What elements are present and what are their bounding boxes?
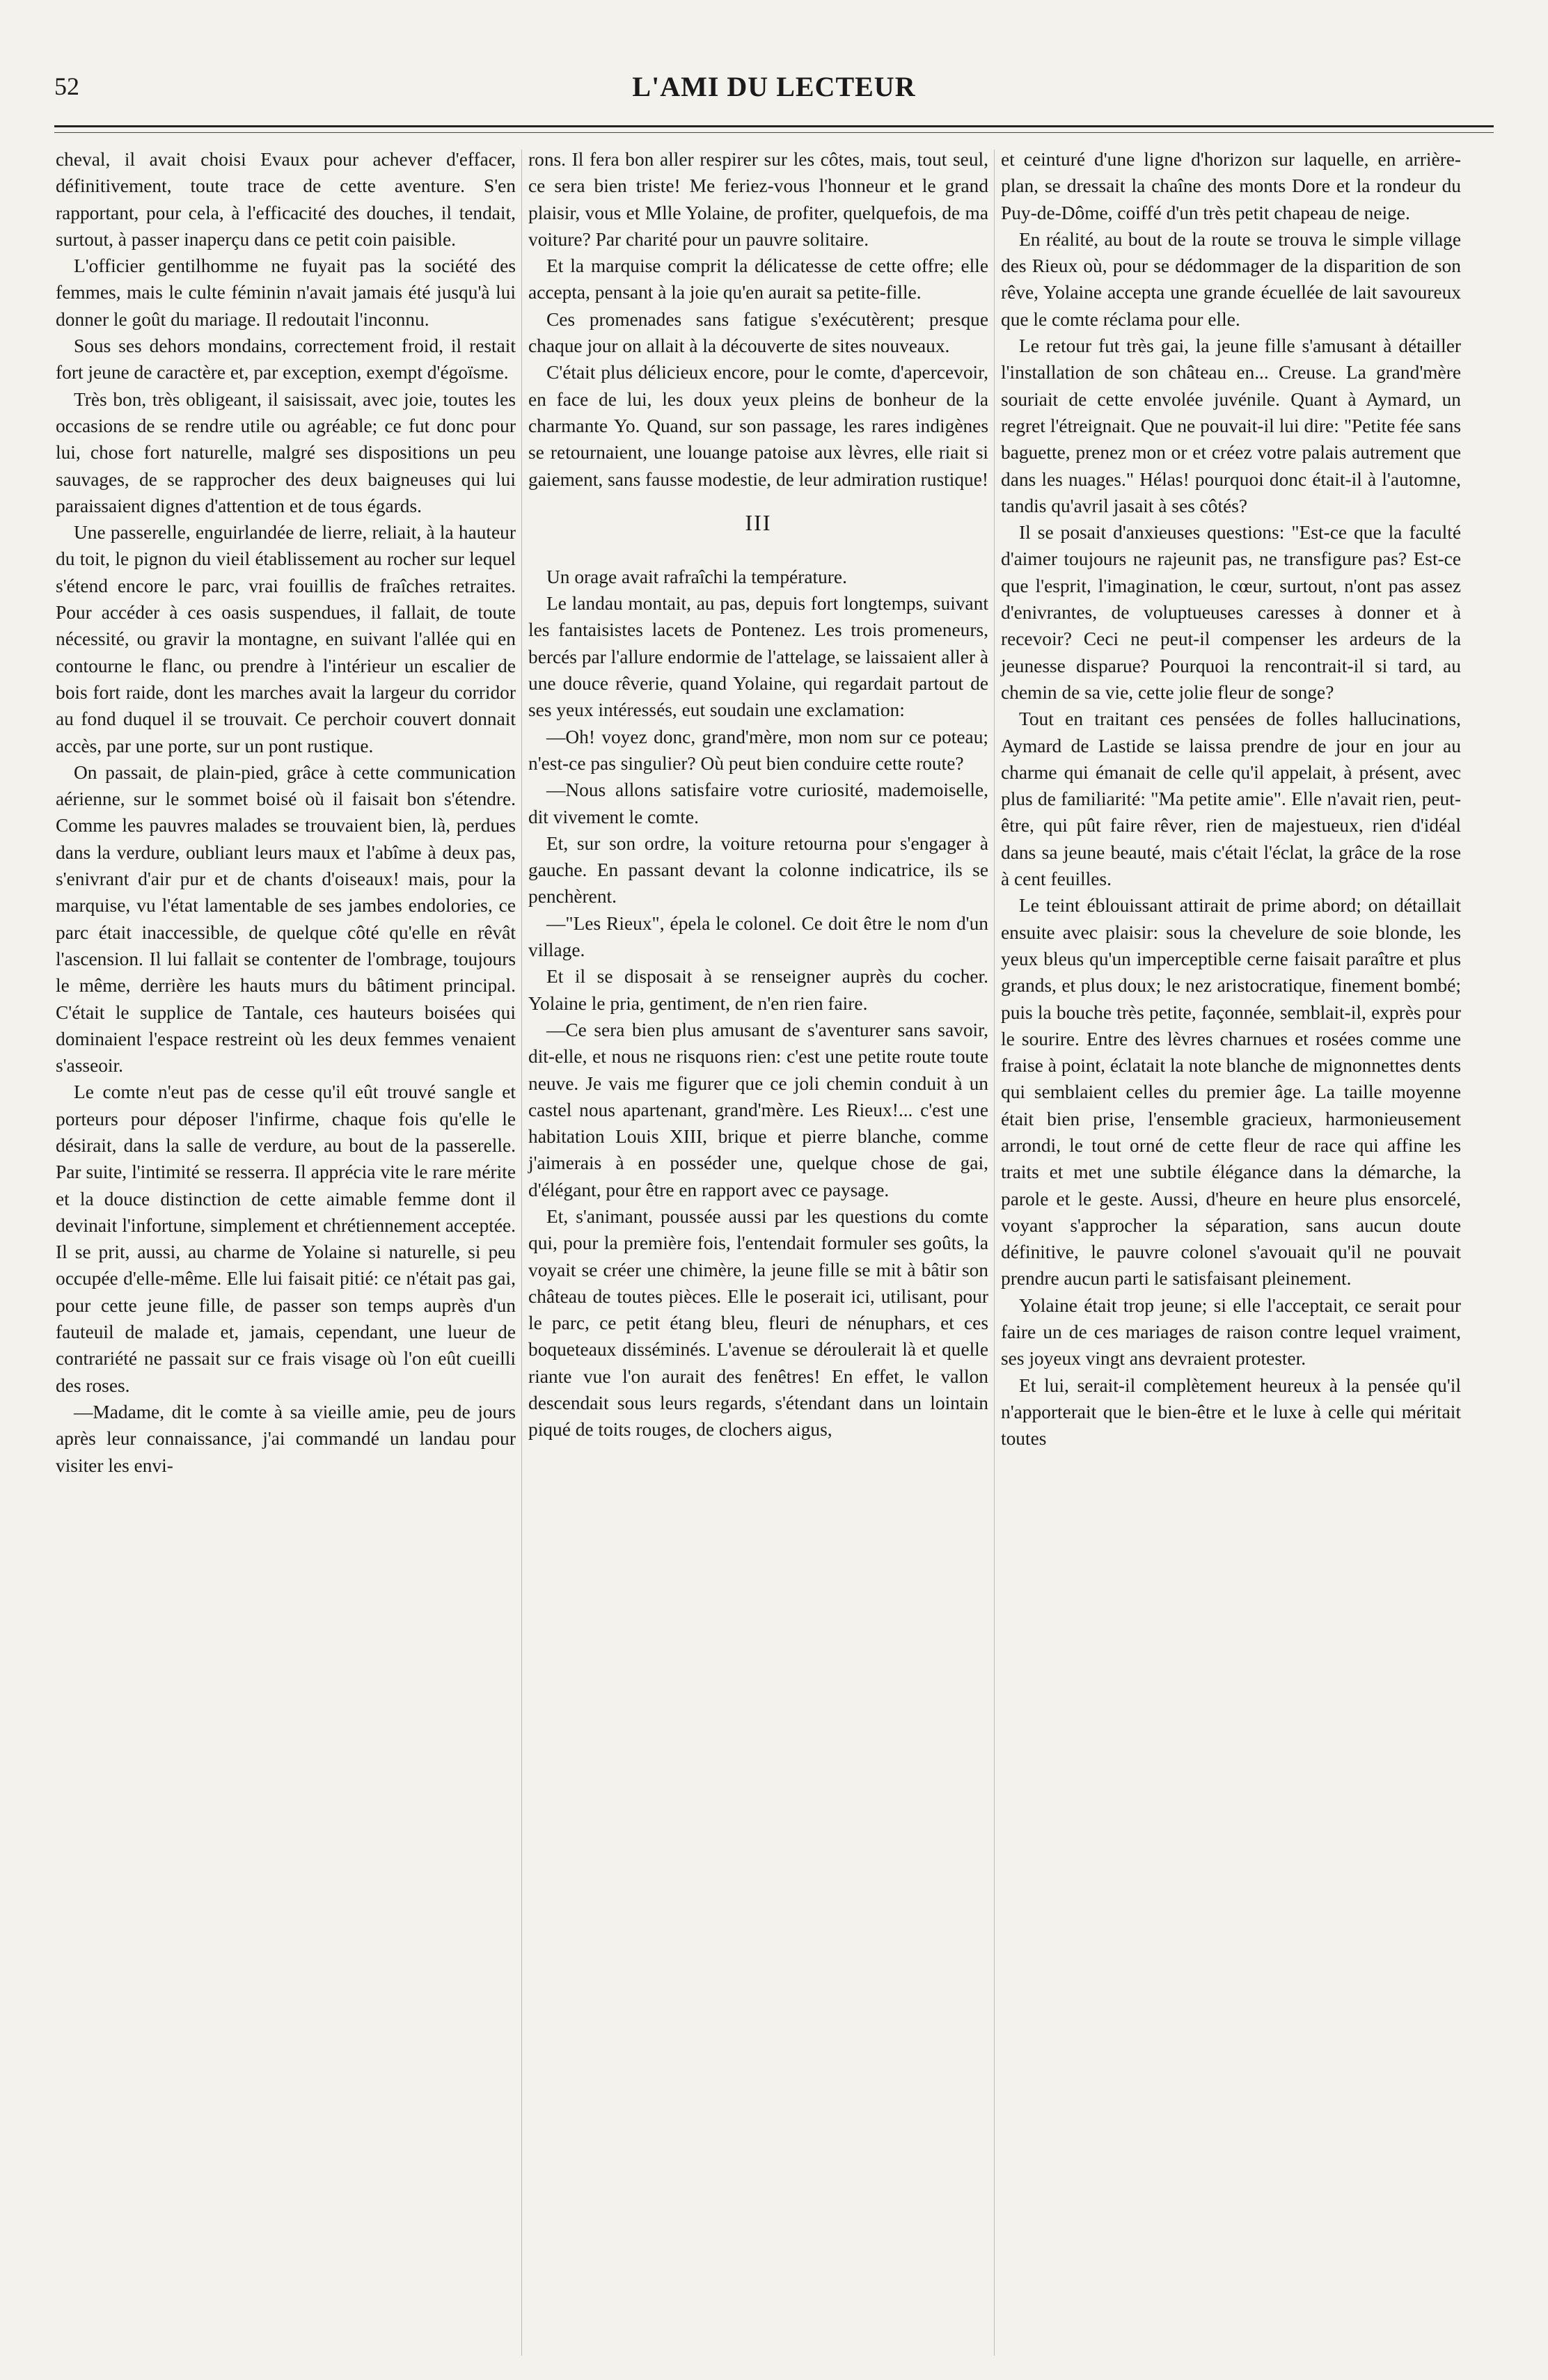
paragraph: En réalité, au bout de la route se trouva le simple village des Rieux où, pour se dédommager de la disparition de son rêve, Yolaine accepta une grande écuellée de lait savoureux que le comte réclama pour elle.	[1001, 228, 1461, 330]
paragraph: On passait, de plain-pied, grâce à cette communication aérienne, sur le sommet boisé où il faisait bon s'étendre. Comme les pauvres malades se trouvaient bien, là, perdues dans la verdure, oubliant leurs maux et l'abîme à deux pas, s'enivrant d'air pur et de chants d'oiseaux! mais, pour la marquise, vu l'état lamentable de ses jambes endolories, ce parc était inaccessible, de quelque côté qu'elle en rêvât l'ascension. Il lui fallait se contenter de l'ombrage, toujours le même, derrière les hauts murs du bâtiment principal. C'était le supplice de Tantale, ces hauteurs boisées qui dominaient l'espace restreint où les deux femmes venaient s'asseoir.	[56, 761, 516, 1077]
column-divider-1	[521, 150, 522, 2356]
text-column-1	[56, 146, 516, 1479]
header-rule-thin	[54, 132, 1494, 133]
paragraph: Et lui, serait-il complètement heureux à la pensée qu'il n'apporterait que le bien-être et le luxe à celle qui méritait toutes	[1001, 1374, 1461, 1450]
paragraph: C'était plus délicieux encore, pour le comte, d'apercevoir, en face de lui, les doux yeux pleins de bonheur de la charmante Yo. Quand, sur son passage, les rares indigènes se retournaient, une louange patoise aux lèvres, elle riait si gaiement, sans fausse modestie, de leur admiration rustique!	[528, 362, 988, 490]
paragraph: —Oh! voyez donc, grand'mère, mon nom sur ce poteau; n'est-ce pas singulier? Où peut bien conduire cette route?	[528, 726, 988, 774]
paragraph: Et la marquise comprit la délicatesse de cette offre; elle accepta, pensant à la joie qu'en aurait sa petite-fille.	[528, 255, 988, 303]
text-column-3	[1001, 146, 1461, 1452]
paragraph: Le teint éblouissant attirait de prime abord; on détaillait ensuite avec plaisir: sous la chevelure de soie blonde, les yeux bleus qu'un imperceptible cerne faisait paraître et plus grands, et plus doux; le nez aristocratique, finement bombé; puis la bouche très petite, façonnée, semblait-il, exprès pour le sourire. Entre des lèvres charnues et rosées comme une fraise à point, éclatait la note blanche de mignonnettes dents qui semblaient celles du premier âge. La taille moyenne était bien prise, l'ensemble gracieux, harmonieusement arrondi, le tout orné de cette fleur de race qui affine les traits et met une subtile élégance dans la démarche, la parole et le geste. Aussi, d'heure en heure plus ensorcelé, voyant s'approcher la séparation, sans aucun doute définitive, le pauvre colonel s'avouait qu'il ne pouvait prendre aucun parti le satisfaisant pleinement.	[1001, 895, 1461, 1290]
paragraph: Il se posait d'anxieuses questions: "Est-ce que la faculté d'aimer toujours ne rajeunit pas, ne transfigure pas? Est-ce que l'esprit, l'imagination, le cœur, surtout, n'ont pas assez d'enivrantes, de voluptueuses caresses à donner et à recevoir? Ceci ne peut-il compenser les ardeurs de la jeunesse disparue? Pourquoi la rencontrait-il si tard, au chemin de sa vie, cette jolie fleur de songe?	[1001, 522, 1461, 703]
paragraph: Et il se disposait à se renseigner auprès du cocher. Yolaine le pria, gentiment, de n'en rien faire.	[528, 966, 988, 1014]
paragraph: Et, s'animant, poussée aussi par les questions du comte qui, pour la première fois, l'entendait formuler ses goûts, la voyait se créer une chimère, la jeune fille se mit à bâtir son château de toutes pièces. Elle le poserait ici, utilisant, pour le parc, ce petit étang bleu, fleuri de nénuphars, et ces boqueteaux disséminés. L'avenue se déroulerait là et quelle riante vue l'on aurait des fenêtres! En effet, le vallon descendait sous leurs regards, s'étendant dans un lointain piqué de toits rouges, de clochers aigus,	[528, 1205, 988, 1441]
column-divider-2	[994, 150, 995, 2356]
paragraph: Tout en traitant ces pensées de folles hallucinations, Aymard de Lastide se laissa prendre de jour en jour au charme qui émanait de celle qu'il appelait, à présent, avec plus de familiarité: "Ma petite amie". Elle n'avait rien, peut-être, qui pût faire rêver, rien de majestueux, rien d'idéal dans sa jeune beauté, mais c'était l'éclat, la grâce de la rose à cent feuilles.	[1001, 708, 1461, 890]
paragraph: rons. Il fera bon aller respirer sur les côtes, mais, tout seul, ce sera bien triste! Me feriez-vous l'honneur et le grand plaisir, vous et Mlle Yolaine, de profiter, quelquefois, de ma voiture? Par charité pour un pauvre solitaire.	[528, 149, 988, 250]
paragraph: L'officier gentilhomme ne fuyait pas la société des femmes, mais le culte féminin n'avait jamais été jusqu'à lui donner le goût du mariage. Il redoutait l'inconnu.	[56, 255, 516, 330]
header-rule-thick	[54, 125, 1494, 127]
page-number: 52	[54, 72, 79, 100]
paragraph: Le landau montait, au pas, depuis fort longtemps, suivant les fantaisistes lacets de Pontenez. Les trois promeneurs, bercés par l'allure endormie de l'attelage, se laissaient aller à une douce rêverie, quand Yolaine, qui regardait partout de ses yeux intéressés, eut soudain une exclamation:	[528, 593, 988, 721]
paragraph: Sous ses dehors mondains, correctement froid, il restait fort jeune de caractère et, par exception, exempt d'égoïsme.	[56, 335, 516, 383]
paragraph: Ces promenades sans fatigue s'exécutèrent; presque chaque jour on allait à la découverte de sites nouveaux.	[528, 308, 988, 357]
text-column-2	[528, 146, 988, 1443]
paragraph: Le retour fut très gai, la jeune fille s'amusant à détailler l'installation de son château en... Creuse. La grand'mère souriait de cette envolée juvénile. Quant à Aymard, un regret l'étreignait. Que ne pouvait-il lui dire: "Petite fée sans baguette, prenez mon or et créez votre palais autrement que dans les nuages." Hélas! pourquoi donc était-il à l'automne, tandis qu'avril jasait à ses côtés?	[1001, 335, 1461, 516]
paragraph: —Madame, dit le comte à sa vieille amie, peu de jours après leur connaissance, j'ai commandé un landau pour visiter les envi-	[56, 1401, 516, 1476]
running-title: L'AMI DU LECTEUR	[632, 71, 916, 102]
paragraph: Une passerelle, enguirlandée de lierre, reliait, à la hauteur du toit, le pignon du vieil établissement au rocher sur lequel s'étend encore le parc, vrai fouillis de fraîches retraites. Pour accéder à ces oasis suspendues, il fallait, de toute nécessité, ou gravir la montagne, en suivant l'allée qui en contourne le flanc, ou prendre à l'intérieur un escalier de bois fort raide, dont les marches avait la largeur du corridor au fond duquel il se trouvait. Ce perchoir couvert donnait accès, par une porte, sur un pont rustique.	[56, 522, 516, 756]
paragraph: Un orage avait rafraîchi la température.	[546, 566, 847, 587]
paragraph: —Nous allons satisfaire votre curiosité, mademoiselle, dit vivement le comte.	[528, 779, 988, 827]
paragraph: —Ce sera bien plus amusant de s'aventurer sans savoir, dit-elle, et nous ne risquons rien: c'est une petite route toute neuve. Je vais me figurer que ce joli chemin conduit à un castel nous apartenant, grand'mère. Les Rieux!... c'est une habitation Louis XIII, brique et pierre blanche, comme j'aimerais à en posséder une, quelque chose de gai, d'élégant, pour être en rapport avec ce paysage.	[528, 1019, 988, 1200]
paragraph: Très bon, très obligeant, il saisissait, avec joie, toutes les occasions de se rendre utile ou agréable; ce fut donc pour lui, chose fort naturelle, malgré ses dispositions un peu sauvages, de se rapprocher des deux baigneuses qui lui paraissaient dignes d'attention et de tous égards.	[56, 388, 516, 516]
paragraph: cheval, il avait choisi Evaux pour achever d'effacer, définitivement, toute trace de cette aventure. S'en rapportant, pour cela, à l'efficacité des douches, il tendait, surtout, à passer inaperçu dans ce petit coin paisible.	[56, 149, 516, 250]
paragraph: Et, sur son ordre, la voiture retourna pour s'engager à gauche. En passant devant la colonne indicatrice, ils se penchèrent.	[528, 832, 988, 907]
paragraph: —"Les Rieux", épela le colonel. Ce doit être le nom d'un village.	[528, 912, 988, 961]
chapter-heading: III	[745, 509, 772, 535]
paragraph: Le comte n'eut pas de cesse qu'il eût trouvé sangle et porteurs pour déposer l'infirme, chaque fois qu'elle le désirait, dans la salle de verdure, au bout de la passerelle. Par suite, l'intimité se resserra. Il apprécia vite le rare mérite et la douce distinction de cette aimable femme dont il devinait l'infortune, simplement et chrétiennement acceptée. Il se prit, aussi, au charme de Yolaine si naturelle, si peu occupée d'elle-même. Elle lui faisait pitié: ce n'était pas gai, pour cette jeune fille, de passer son temps auprès d'un fauteuil de malade et, jamais, cependant, une lueur de contrariété ne passait sur ce frais visage où l'on eût cueilli des roses.	[56, 1081, 516, 1396]
paragraph: et ceinturé d'une ligne d'horizon sur laquelle, en arrière-plan, se dressait la chaîne des monts Dore et la rondeur du Puy-de-Dôme, coiffé d'un très petit chapeau de neige.	[1001, 149, 1461, 223]
paragraph: Yolaine était trop jeune; si elle l'acceptait, ce serait pour faire un de ces mariages de raison contre lequel vraiment, ses joyeux vingt ans devraient protester.	[1001, 1294, 1461, 1370]
